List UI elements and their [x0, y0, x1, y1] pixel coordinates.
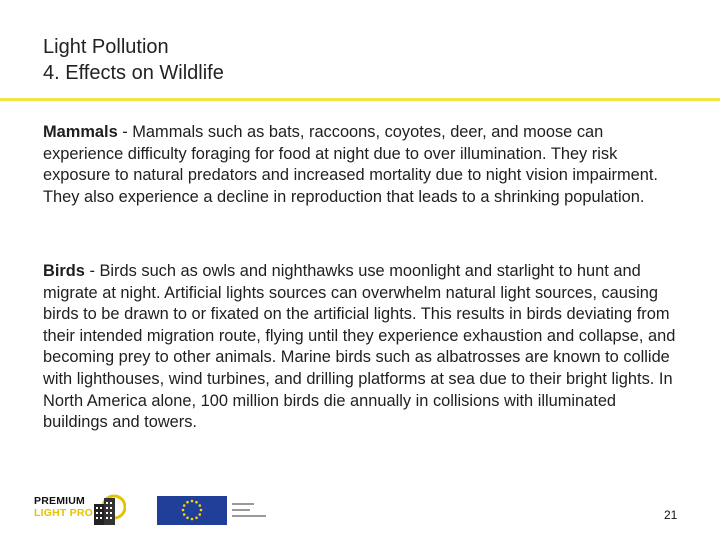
paragraph-text: - Birds such as owls and nighthawks use moonlight and starlight to hunt and migrate at night. Artificial lights sources can overwhelm natural light sources, causing birds to be drawn to or fixated on the artificial lights. This results in birds deviating from their intended migration route, flying until they experience exhaustion and collapse, and becoming prey to other animals. Marine birds such as albatrosses are known to collide with lighthouses, wind turbines, and drilling platforms at sea due to their bright lights. In North America alone, 100 million birds die annually in collisions with illuminated buildings and towers. [43, 262, 676, 432]
logo-word-light-pro: LIGHT PRO [34, 507, 93, 519]
building-bulb-icon [90, 494, 126, 526]
eu-flag-icon [157, 496, 227, 525]
title-divider [0, 98, 720, 101]
paragraph-text: - Mammals such as bats, raccoons, coyotes, deer, and moose can experience difficulty foraging for food at night due to over illumination. They risk exposure to natural predators and increased mortality due to night vision impairment. They also experience a decline in reproduction that leads to a shrinking population. [43, 123, 658, 206]
logo-word-premium: PREMIUM [34, 495, 85, 507]
paragraph-term: Mammals [43, 123, 118, 141]
paragraph-term: Birds [43, 262, 85, 280]
title-line-2: 4. Effects on Wildlife [43, 62, 224, 84]
eu-funding-caption [232, 503, 266, 525]
paragraph-birds [43, 261, 683, 434]
title-line-1: Light Pollution [43, 36, 169, 58]
premium-light-pro-logo [34, 494, 126, 526]
page-number: 21 [664, 508, 678, 522]
slide-title [43, 34, 224, 86]
paragraph-mammals [43, 122, 683, 208]
